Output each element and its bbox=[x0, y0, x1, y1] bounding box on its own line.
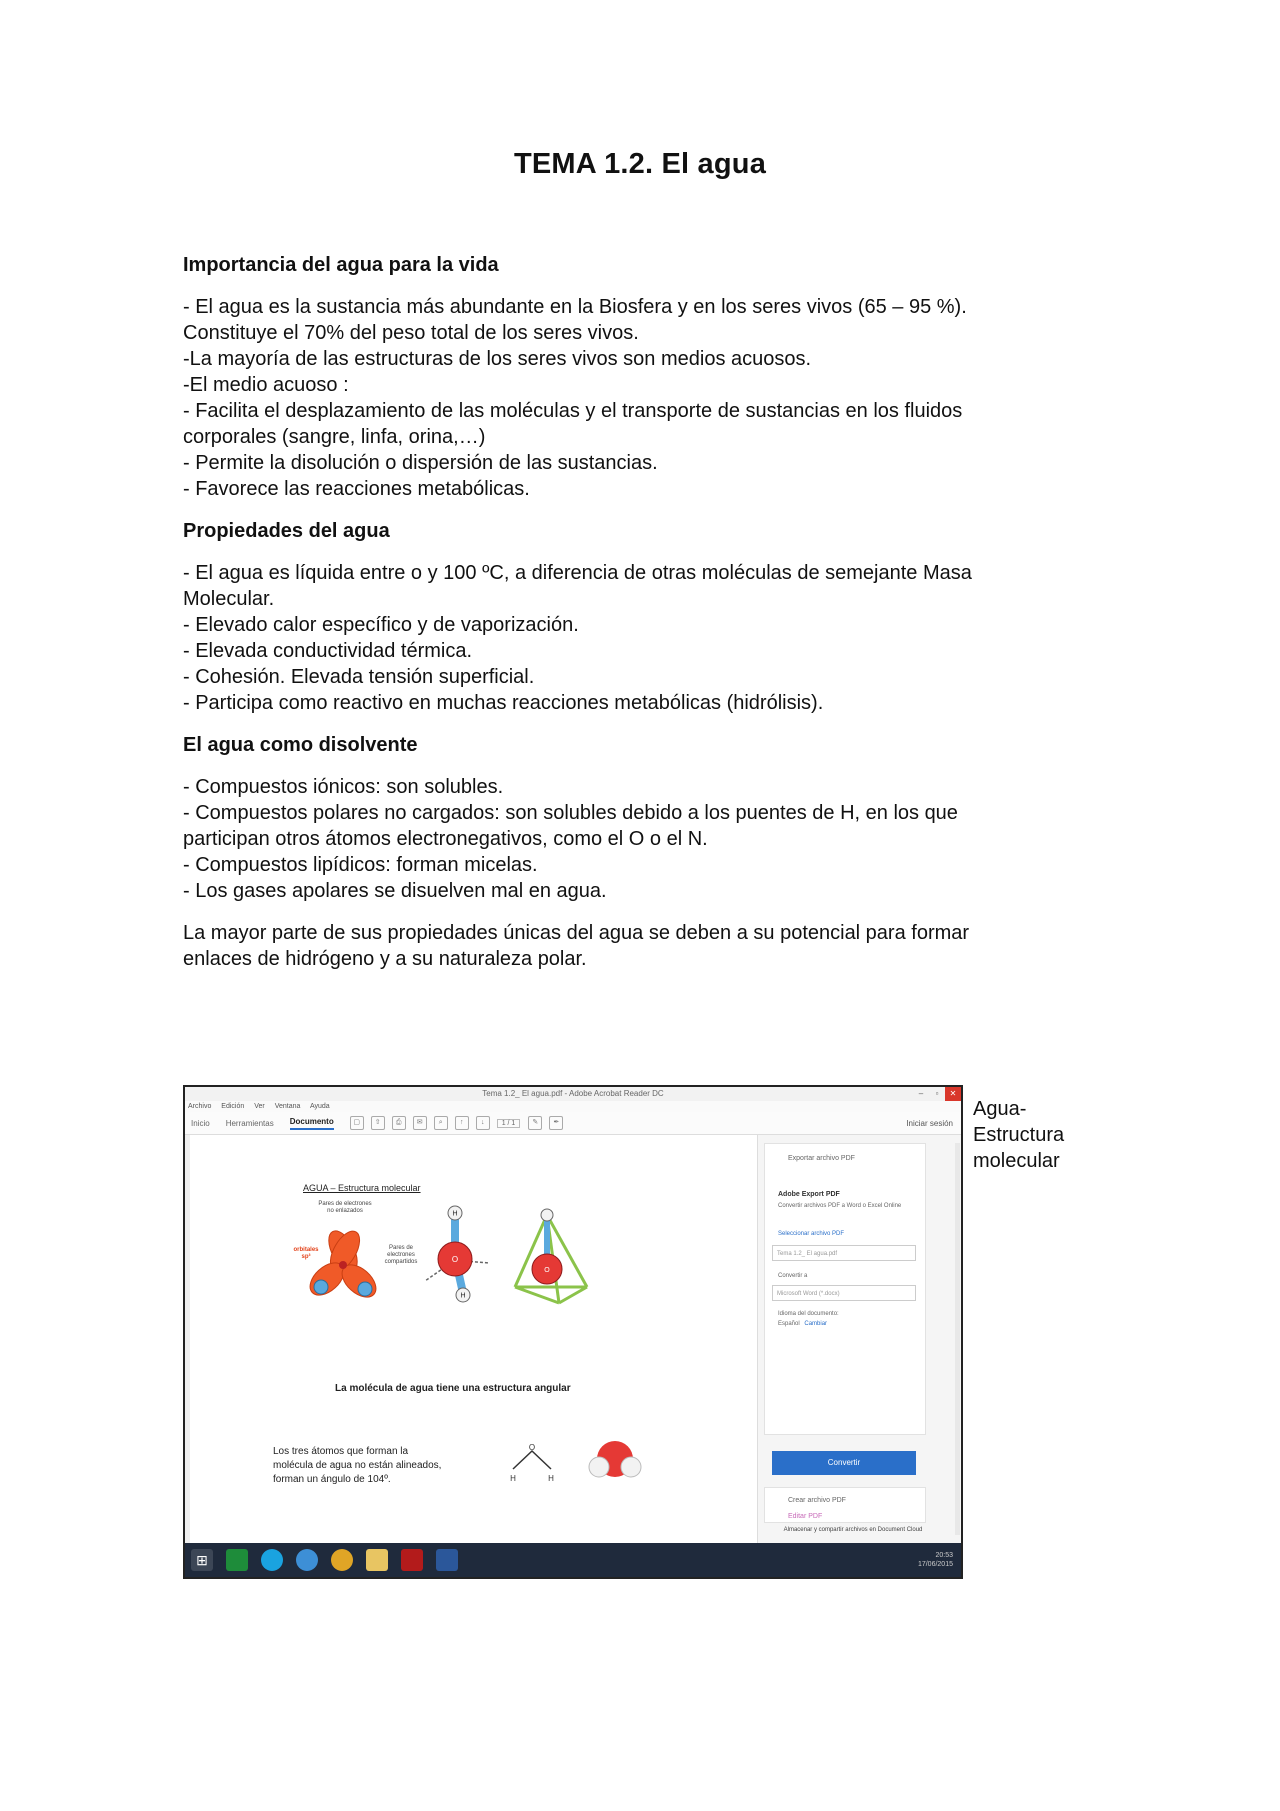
print-icon[interactable]: ⎙ bbox=[392, 1116, 406, 1130]
h-label: H bbox=[452, 1210, 458, 1218]
section-text-disolvente bbox=[183, 774, 1063, 904]
left-pane-handle[interactable] bbox=[185, 1135, 190, 1543]
text-line: - Cohesión. Elevada tensión superficial. bbox=[183, 666, 535, 688]
menu-item-edicion[interactable]: Edición bbox=[221, 1103, 245, 1110]
oxygen-nucleus bbox=[339, 1261, 347, 1269]
system-tray bbox=[918, 1551, 953, 1569]
text-line: - Compuestos lipídicos: forman micelas. bbox=[183, 854, 538, 876]
acrobat-app-icon[interactable] bbox=[401, 1549, 423, 1571]
hydrogen-atom bbox=[358, 1282, 372, 1296]
label-line: Pares de electrones bbox=[318, 1201, 372, 1207]
text-line: -La mayoría de las estructuras de los seres vivos son medios acuosos. bbox=[183, 348, 812, 370]
select-file-link[interactable]: Seleccionar archivo PDF bbox=[778, 1231, 845, 1237]
h-label: H bbox=[548, 1474, 554, 1483]
text-line: - Permite la disolución o dispersión de las sustancias. bbox=[183, 452, 658, 474]
text-line: - El agua es líquida entre o y 100 ºC, a diferencia de otras moléculas de semejante Masa bbox=[183, 562, 972, 584]
tray-time: 20:53 bbox=[935, 1552, 953, 1559]
maximize-icon[interactable]: ▫ bbox=[935, 1089, 939, 1098]
label-line: sp³ bbox=[301, 1254, 311, 1260]
explorer-app-icon[interactable] bbox=[366, 1549, 388, 1571]
save-icon[interactable]: ▢ bbox=[350, 1116, 364, 1130]
doc-language-label: Idioma del documento: bbox=[778, 1311, 839, 1317]
ball-stick-molecule bbox=[415, 1201, 495, 1311]
hydrogen-atom bbox=[541, 1209, 553, 1221]
caption-line: Estructura bbox=[973, 1124, 1065, 1146]
sign-icon[interactable]: ✒ bbox=[549, 1116, 563, 1130]
tetra-edge bbox=[515, 1287, 559, 1303]
export-pdf-header[interactable]: Exportar archivo PDF bbox=[788, 1155, 855, 1162]
store-app-icon[interactable] bbox=[226, 1549, 248, 1571]
minimize-icon[interactable]: – bbox=[918, 1089, 924, 1098]
tab-herramientas[interactable]: Herramientas bbox=[225, 1118, 274, 1128]
text-line: - Favorece las reacciones metabólicas. bbox=[183, 478, 530, 500]
text-line: - Los gases apolares se disuelven mal en agua. bbox=[183, 880, 607, 902]
text-line: Constituye el 70% del peso total de los seres vivos. bbox=[183, 322, 639, 344]
text-line: - Elevada conductividad térmica. bbox=[183, 640, 473, 662]
tab-inicio[interactable]: Inicio bbox=[191, 1118, 210, 1128]
language-value: Español bbox=[778, 1321, 800, 1327]
label-line: electrones bbox=[387, 1252, 415, 1258]
page-title: TEMA 1.2. El agua bbox=[513, 148, 767, 180]
embedded-screenshot bbox=[183, 1085, 963, 1579]
convert-to-label: Convertir a bbox=[778, 1273, 808, 1279]
close-icon[interactable]: ✕ bbox=[945, 1087, 961, 1101]
caption-line: molecular bbox=[973, 1150, 1060, 1172]
text-line: corporales (sangre, linfa, orina,…) bbox=[183, 426, 486, 448]
window-controls bbox=[913, 1087, 961, 1101]
format-select[interactable]: Microsoft Word (*.docx) bbox=[772, 1285, 916, 1301]
export-description: Convertir archivos PDF a Word o Excel Online bbox=[778, 1203, 902, 1209]
page-number-box[interactable]: 1 / 1 bbox=[497, 1119, 521, 1128]
section-text-importancia bbox=[183, 294, 1063, 502]
page-up-icon[interactable]: ↑ bbox=[455, 1116, 469, 1130]
text-line: - Compuestos polares no cargados: son solubles debido a los puentes de H, en los que bbox=[183, 802, 958, 824]
comment-icon[interactable]: ✎ bbox=[528, 1116, 542, 1130]
hydrogen-atom bbox=[589, 1457, 609, 1477]
window-title: Tema 1.2_ El agua.pdf - Adobe Acrobat Reader DC bbox=[482, 1089, 664, 1098]
tray-date: 17/06/2015 bbox=[917, 1561, 953, 1568]
text-line: forman un ángulo de 104º. bbox=[273, 1474, 391, 1485]
word-app-icon[interactable] bbox=[436, 1549, 458, 1571]
menu-item-ayuda[interactable]: Ayuda bbox=[309, 1103, 330, 1110]
right-tools-panel bbox=[757, 1135, 962, 1543]
selected-file-field[interactable]: Tema 1.2_ El agua.pdf bbox=[772, 1245, 916, 1261]
pdf-document-area bbox=[185, 1135, 757, 1543]
space-filling-molecule bbox=[585, 1437, 645, 1483]
text-line: - Elevado calor específico y de vaporización. bbox=[183, 614, 579, 636]
h-label: H bbox=[460, 1292, 466, 1300]
login-link[interactable]: Iniciar sesión bbox=[906, 1118, 953, 1128]
reader-toolbar bbox=[185, 1112, 961, 1135]
edit-pdf-item[interactable]: Editar PDF bbox=[788, 1513, 823, 1520]
hydrogen-atom bbox=[314, 1280, 328, 1294]
menu-item-ventana[interactable]: Ventana bbox=[274, 1103, 301, 1110]
text-line: molécula de agua no están alineados, bbox=[273, 1460, 442, 1471]
create-pdf-item[interactable]: Crear archivo PDF bbox=[788, 1497, 846, 1504]
angular-molecule-sketch bbox=[507, 1439, 557, 1485]
closing-paragraph bbox=[183, 920, 1063, 972]
label-orbitales bbox=[293, 1247, 319, 1261]
cloud-line: Cloud bbox=[906, 1527, 923, 1533]
text-line: Molecular. bbox=[183, 588, 275, 610]
adobe-export-title: Adobe Export PDF bbox=[778, 1191, 840, 1198]
cloud-line: Almacenar y compartir archivos en Document bbox=[783, 1527, 906, 1533]
label-line: orbitales bbox=[293, 1247, 319, 1253]
chrome-app-icon[interactable] bbox=[331, 1549, 353, 1571]
text-line: participan otros átomos electronegativos, como el O o el N. bbox=[183, 828, 708, 850]
text-line: -El medio acuoso : bbox=[183, 374, 349, 396]
cloud-text bbox=[778, 1527, 928, 1533]
hydrogen-atom bbox=[621, 1457, 641, 1477]
text-line: Los tres átomos que forman la bbox=[273, 1446, 409, 1457]
language-row bbox=[778, 1321, 827, 1327]
section-heading-importancia: Importancia del agua para la vida bbox=[183, 254, 499, 276]
window-title-bar bbox=[185, 1087, 961, 1101]
o-label: O bbox=[451, 1255, 459, 1264]
caption-line: Agua- bbox=[973, 1098, 1027, 1120]
text-line: enlaces de hidrógeno y a su naturaleza polar. bbox=[183, 948, 587, 970]
pdf-heading: AGUA – Estructura molecular bbox=[303, 1183, 421, 1193]
label-pares-no-enlazados bbox=[315, 1201, 375, 1215]
tetrahedral-molecule bbox=[507, 1207, 597, 1317]
menu-item-archivo[interactable]: Archivo bbox=[188, 1103, 212, 1110]
change-language-link[interactable]: Cambiar bbox=[804, 1321, 828, 1327]
upload-icon[interactable]: ⇧ bbox=[371, 1116, 385, 1130]
label-line: Pares de bbox=[388, 1245, 413, 1251]
search-icon[interactable]: ⌕ bbox=[434, 1116, 448, 1130]
tab-documento[interactable]: Documento bbox=[290, 1117, 334, 1130]
bond bbox=[513, 1451, 551, 1469]
document-body bbox=[183, 252, 1063, 972]
ie-app-icon[interactable] bbox=[296, 1549, 318, 1571]
menu-bar bbox=[185, 1101, 961, 1112]
text-line: - Facilita el desplazamiento de las moléculas y el transporte de sustancias en los fluidos bbox=[183, 400, 963, 422]
windows-taskbar bbox=[185, 1543, 961, 1577]
panel-scrollbar[interactable] bbox=[955, 1143, 960, 1535]
text-line: - Compuestos iónicos: son solubles. bbox=[183, 776, 504, 798]
skype-app-icon[interactable] bbox=[261, 1549, 283, 1571]
section-heading-disolvente: El agua como disolvente bbox=[183, 734, 418, 756]
text-line: - El agua es la sustancia más abundante en la Biosfera y en los seres vivos (65 – 95 %). bbox=[183, 296, 967, 318]
convert-button[interactable]: Convertir bbox=[772, 1451, 916, 1475]
tetra-edge bbox=[559, 1287, 587, 1303]
label-line: no enlazados bbox=[327, 1208, 363, 1214]
o-label: O bbox=[528, 1443, 536, 1452]
menu-item-ver[interactable]: Ver bbox=[254, 1103, 265, 1110]
section-text-propiedades bbox=[183, 560, 1063, 716]
section-heading-propiedades: Propiedades del agua bbox=[183, 520, 390, 542]
pdf-caption: La molécula de agua tiene una estructura angular bbox=[335, 1383, 571, 1394]
page-down-icon[interactable]: ↓ bbox=[476, 1116, 490, 1130]
text-line: - Participa como reactivo en muchas reacciones metabólicas (hidrólisis). bbox=[183, 692, 824, 714]
o-label: O bbox=[544, 1267, 550, 1274]
label-line: compartidos bbox=[384, 1259, 418, 1265]
figure-caption bbox=[973, 1096, 1083, 1174]
h-label: H bbox=[510, 1474, 516, 1483]
windows-start-icon[interactable]: ⊞ bbox=[191, 1549, 213, 1571]
mail-icon[interactable]: ✉ bbox=[413, 1116, 427, 1130]
text-line: La mayor parte de sus propiedades únicas del agua se deben a su potencial para formar bbox=[183, 922, 970, 944]
pdf-paragraph bbox=[273, 1445, 483, 1487]
